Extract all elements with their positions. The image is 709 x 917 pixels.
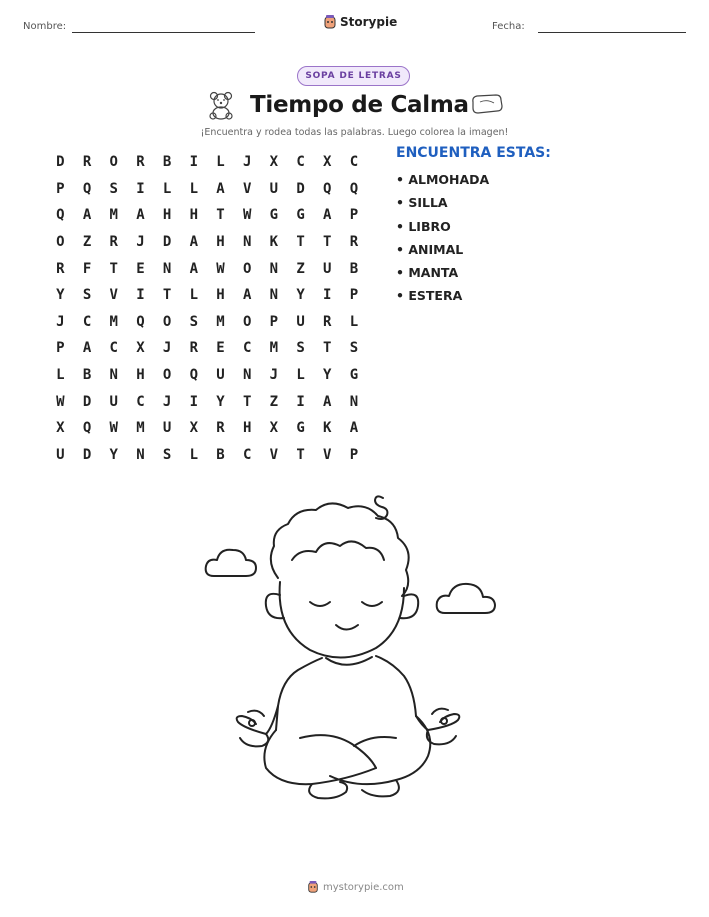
grid-letter[interactable]: A — [242, 287, 252, 304]
grid-letter[interactable]: N — [269, 260, 279, 277]
grid-letter[interactable]: T — [296, 446, 305, 463]
grid-letter[interactable]: Q — [56, 207, 65, 224]
grid-letter[interactable]: M — [269, 340, 279, 357]
activity-badge: SOPA DE LETRAS — [297, 66, 410, 86]
grid-letter[interactable]: O — [242, 260, 252, 277]
word-item: • SILLA — [396, 195, 448, 211]
grid-letter[interactable]: A — [189, 260, 198, 277]
letter-grid — [47, 149, 367, 468]
word-list — [396, 171, 489, 311]
grid-row — [47, 255, 367, 282]
grid-letter[interactable]: L — [296, 367, 305, 384]
grid-letter[interactable]: R — [216, 420, 225, 437]
grid-letter[interactable]: D — [82, 393, 92, 410]
grid-letter[interactable]: L — [162, 180, 172, 197]
grid-letter[interactable]: R — [189, 340, 198, 357]
grid-letter[interactable]: A — [323, 207, 332, 224]
grid-row — [47, 202, 367, 229]
grid-letter[interactable]: W — [109, 420, 118, 437]
grid-letter[interactable]: J — [162, 340, 172, 357]
grid-letter[interactable]: S — [82, 287, 92, 304]
grid-letter[interactable]: S — [162, 446, 172, 463]
grid-letter[interactable]: R — [82, 154, 92, 171]
grid-letter[interactable]: M — [136, 420, 145, 437]
date-label: Fecha: — [492, 21, 525, 32]
grid-letter[interactable]: F — [82, 260, 92, 277]
grid-letter[interactable]: G — [349, 367, 359, 384]
grid-letter[interactable]: S — [109, 180, 118, 197]
grid-letter[interactable]: B — [216, 446, 225, 463]
grid-letter[interactable]: U — [216, 367, 225, 384]
grid-letter[interactable]: P — [56, 340, 65, 357]
pillow-icon — [470, 93, 504, 115]
grid-letter[interactable]: T — [296, 234, 305, 251]
meditating-child-illustration — [200, 490, 510, 810]
grid-letter[interactable]: L — [56, 367, 65, 384]
grid-letter[interactable]: J — [136, 234, 145, 251]
grid-letter[interactable]: J — [269, 367, 279, 384]
grid-letter[interactable]: X — [269, 154, 279, 171]
grid-letter[interactable]: X — [136, 340, 145, 357]
grid-letter[interactable]: I — [136, 180, 145, 197]
grid-letter[interactable]: I — [323, 287, 332, 304]
grid-letter[interactable]: U — [296, 313, 305, 330]
grid-letter[interactable]: H — [136, 367, 145, 384]
grid-letter[interactable]: U — [109, 393, 118, 410]
grid-letter[interactable]: H — [162, 207, 172, 224]
grid-letter[interactable]: P — [349, 446, 359, 463]
grid-letter[interactable]: Y — [109, 446, 118, 463]
grid-letter[interactable]: Y — [216, 393, 225, 410]
grid-letter[interactable]: B — [349, 260, 359, 277]
grid-letter[interactable]: U — [269, 180, 279, 197]
grid-letter[interactable]: W — [56, 393, 65, 410]
grid-letter[interactable]: D — [82, 446, 92, 463]
grid-letter[interactable]: A — [349, 420, 359, 437]
grid-letter[interactable]: Q — [82, 420, 92, 437]
grid-letter[interactable]: V — [323, 446, 332, 463]
grid-letter[interactable]: Y — [296, 287, 305, 304]
brand-name: Storypie — [340, 15, 398, 29]
grid-letter[interactable]: A — [189, 234, 198, 251]
grid-letter[interactable]: C — [242, 446, 252, 463]
grid-letter[interactable]: T — [162, 287, 172, 304]
grid-letter[interactable]: A — [216, 180, 225, 197]
grid-letter[interactable]: S — [349, 340, 359, 357]
grid-letter[interactable]: Z — [269, 393, 279, 410]
grid-letter[interactable]: W — [242, 207, 252, 224]
word-item: • ALMOHADA — [396, 172, 490, 187]
grid-letter[interactable]: C — [109, 340, 118, 357]
grid-letter[interactable]: Q — [189, 367, 198, 384]
grid-letter[interactable]: R — [323, 313, 332, 330]
grid-letter[interactable]: Z — [296, 260, 305, 277]
grid-letter[interactable]: P — [56, 180, 65, 197]
grid-letter[interactable]: I — [189, 393, 198, 410]
name-line[interactable] — [72, 32, 255, 33]
grid-letter[interactable]: P — [269, 313, 279, 330]
cloud-right-icon — [437, 584, 495, 613]
grid-letter[interactable]: N — [242, 367, 252, 384]
grid-letter[interactable]: Q — [82, 180, 92, 197]
brand-logo — [323, 14, 397, 30]
grid-row — [47, 388, 367, 415]
date-line[interactable] — [538, 32, 686, 33]
word-item: • ANIMAL — [396, 241, 464, 257]
storypie-mascot-icon — [323, 14, 337, 30]
grid-letter[interactable]: E — [216, 340, 225, 357]
grid-row — [47, 309, 367, 336]
grid-letter[interactable]: C — [296, 154, 305, 171]
teddy-bear-icon — [207, 90, 235, 120]
grid-letter[interactable]: V — [269, 446, 279, 463]
grid-letter[interactable]: C — [136, 393, 145, 410]
grid-letter[interactable]: Y — [56, 287, 65, 304]
grid-letter[interactable]: V — [242, 180, 252, 197]
grid-letter[interactable]: T — [242, 393, 252, 410]
instructions: ¡Encuentra y rodea todas las palabras. Luego colorea la imagen! — [200, 127, 509, 138]
grid-letter[interactable]: N — [136, 446, 145, 463]
grid-letter[interactable]: K — [323, 420, 332, 437]
grid-letter[interactable]: X — [323, 154, 332, 171]
grid-letter[interactable]: L — [189, 287, 198, 304]
grid-letter[interactable]: N — [162, 260, 172, 277]
grid-letter[interactable]: R — [56, 260, 65, 277]
grid-letter[interactable]: N — [242, 234, 252, 251]
grid-letter[interactable]: O — [109, 154, 118, 171]
grid-letter[interactable]: O — [242, 313, 252, 330]
page-title: Tiempo de Calma — [250, 92, 469, 118]
grid-letter[interactable]: E — [136, 260, 145, 277]
grid-row — [47, 335, 367, 362]
grid-letter[interactable]: N — [349, 393, 359, 410]
word-list-title: ENCUENTRA ESTAS: — [396, 145, 551, 161]
grid-letter[interactable]: R — [136, 154, 145, 171]
grid-letter[interactable]: C — [82, 313, 92, 330]
footer — [307, 880, 404, 894]
grid-letter[interactable]: N — [109, 367, 118, 384]
footer-url[interactable]: mystorypie.com — [323, 881, 404, 893]
grid-row — [47, 415, 367, 442]
grid-letter[interactable]: R — [109, 234, 118, 251]
grid-letter[interactable]: U — [162, 420, 172, 437]
word-item: • LIBRO — [396, 218, 451, 234]
grid-letter[interactable]: P — [349, 207, 359, 224]
grid-letter[interactable]: I — [296, 393, 305, 410]
grid-letter[interactable]: W — [216, 260, 225, 277]
grid-letter[interactable]: D — [56, 154, 65, 171]
grid-letter[interactable]: L — [189, 180, 198, 197]
word-item: • ESTERA — [396, 288, 463, 304]
grid-letter[interactable]: T — [109, 260, 118, 277]
grid-letter[interactable]: M — [216, 313, 225, 330]
grid-row — [47, 442, 367, 469]
grid-letter[interactable]: Q — [349, 180, 359, 197]
grid-letter[interactable]: H — [216, 234, 225, 251]
grid-letter[interactable]: B — [162, 154, 172, 171]
grid-letter[interactable]: O — [162, 367, 172, 384]
grid-letter[interactable]: U — [56, 446, 65, 463]
grid-letter[interactable]: T — [323, 234, 332, 251]
grid-letter[interactable]: A — [82, 207, 92, 224]
grid-letter[interactable]: D — [296, 180, 305, 197]
grid-letter[interactable]: G — [296, 420, 305, 437]
grid-letter[interactable]: X — [269, 420, 279, 437]
grid-letter[interactable]: C — [349, 154, 359, 171]
grid-letter[interactable]: L — [189, 446, 198, 463]
name-label: Nombre: — [23, 21, 67, 32]
grid-letter[interactable]: J — [56, 313, 65, 330]
grid-letter[interactable]: S — [296, 340, 305, 357]
grid-letter[interactable]: M — [109, 207, 118, 224]
grid-letter[interactable]: T — [323, 340, 332, 357]
word-item: • MANTA — [396, 265, 459, 281]
grid-letter[interactable]: M — [109, 313, 118, 330]
grid-letter[interactable]: H — [189, 207, 198, 224]
grid-letter[interactable]: L — [216, 154, 225, 171]
grid-letter[interactable]: N — [269, 287, 279, 304]
grid-row — [47, 176, 367, 203]
grid-letter[interactable]: H — [216, 287, 225, 304]
grid-letter[interactable]: Y — [323, 367, 332, 384]
grid-letter[interactable]: I — [136, 287, 145, 304]
grid-letter[interactable]: V — [109, 287, 118, 304]
grid-letter[interactable]: Z — [82, 234, 92, 251]
grid-letter[interactable]: A — [323, 393, 332, 410]
grid-letter[interactable]: K — [269, 234, 279, 251]
grid-letter[interactable]: O — [56, 234, 65, 251]
grid-letter[interactable]: O — [162, 313, 172, 330]
grid-letter[interactable]: J — [162, 393, 172, 410]
grid-letter[interactable]: I — [189, 154, 198, 171]
grid-letter[interactable]: G — [269, 207, 279, 224]
grid-letter[interactable]: P — [349, 287, 359, 304]
grid-letter[interactable]: X — [189, 420, 198, 437]
cloud-left-icon — [206, 550, 256, 576]
grid-letter[interactable]: B — [82, 367, 92, 384]
grid-letter[interactable]: A — [82, 340, 92, 357]
grid-row — [47, 282, 367, 309]
grid-letter[interactable]: G — [296, 207, 305, 224]
grid-letter[interactable]: A — [136, 207, 145, 224]
grid-letter[interactable]: Q — [323, 180, 332, 197]
grid-letter[interactable]: S — [189, 313, 198, 330]
grid-letter[interactable]: H — [242, 420, 252, 437]
grid-letter[interactable]: X — [56, 420, 65, 437]
storypie-mascot-icon — [307, 880, 319, 894]
grid-letter[interactable]: J — [242, 154, 252, 171]
grid-letter[interactable]: L — [349, 313, 359, 330]
grid-row — [47, 149, 367, 176]
grid-letter[interactable]: T — [216, 207, 225, 224]
grid-letter[interactable]: C — [242, 340, 252, 357]
grid-letter[interactable]: U — [323, 260, 332, 277]
grid-letter[interactable]: D — [162, 234, 172, 251]
grid-row — [47, 362, 367, 389]
grid-letter[interactable]: Q — [136, 313, 145, 330]
grid-letter[interactable]: R — [349, 234, 359, 251]
grid-row — [47, 229, 367, 256]
